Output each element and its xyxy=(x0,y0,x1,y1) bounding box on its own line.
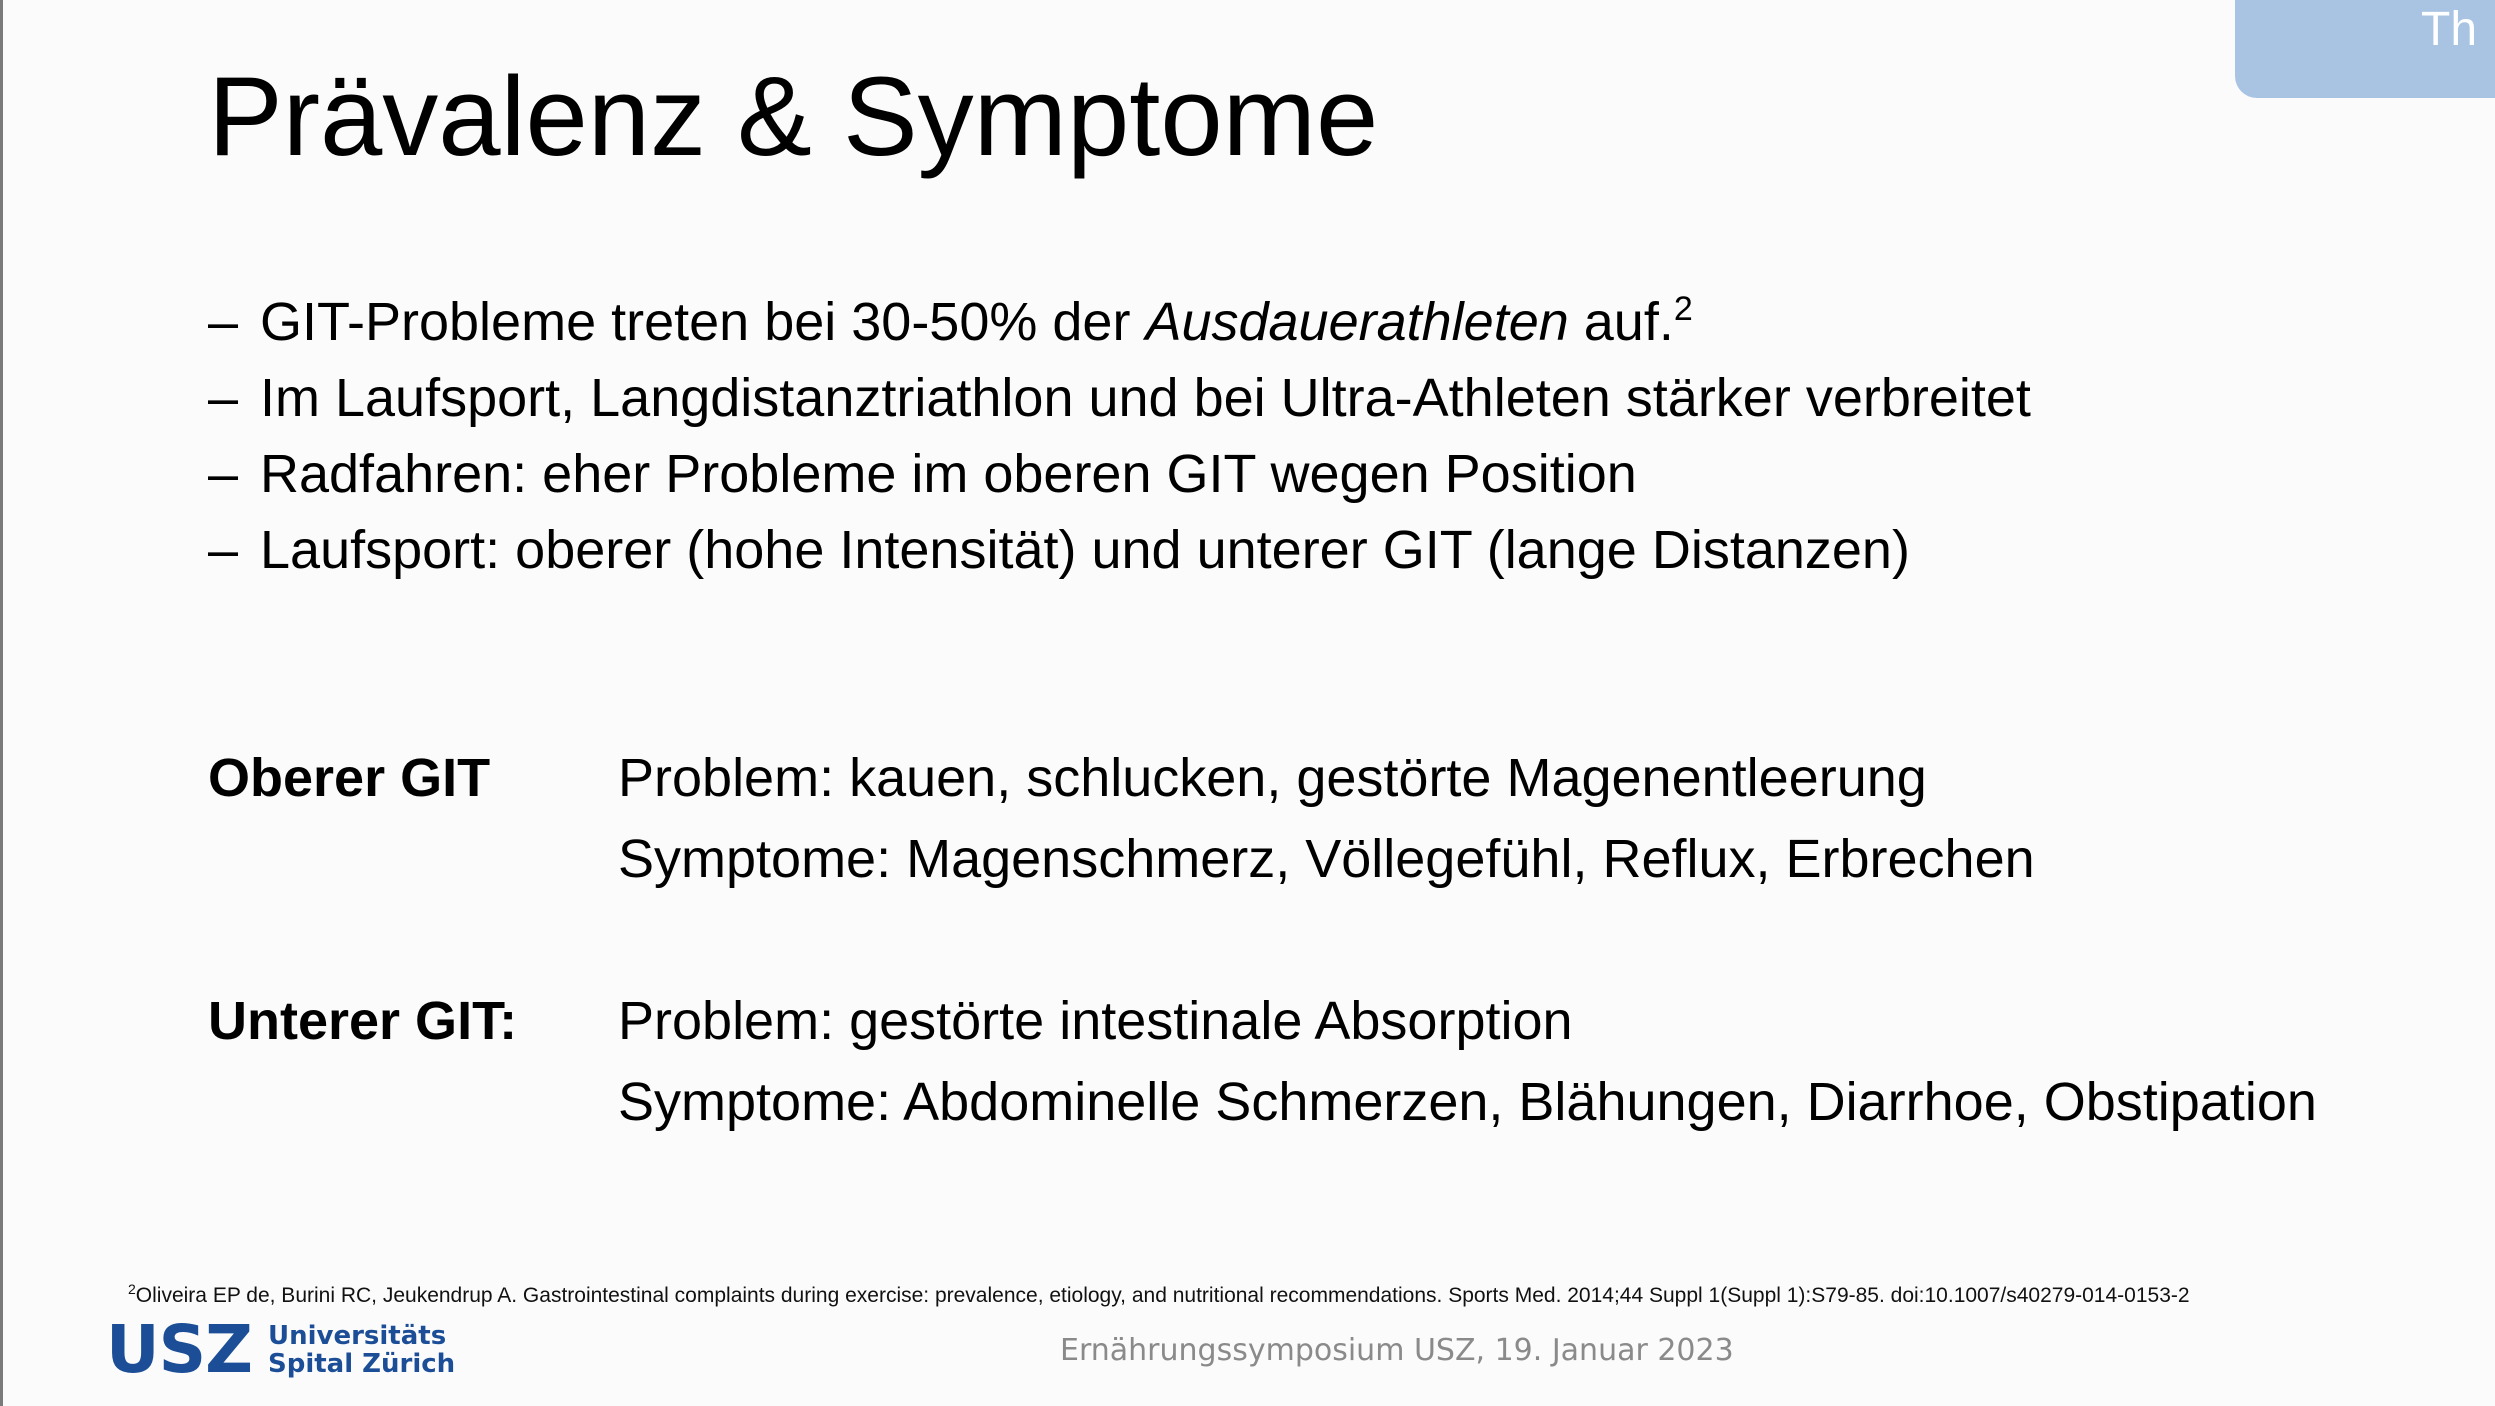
bullet-dash: – xyxy=(208,368,239,428)
logo-wordmark xyxy=(268,1322,455,1378)
left-edge-divider xyxy=(0,0,3,1406)
bullet-item xyxy=(208,512,2031,588)
bullet-list xyxy=(208,284,2031,588)
footnote-number: 2 xyxy=(128,1281,136,1297)
lower-git-problem: Problem: gestörte intestinale Absorption xyxy=(618,991,1573,1051)
bullet-text: GIT-Probleme treten bei 30-50% der xyxy=(260,292,1146,352)
bullet-dash: – xyxy=(208,520,239,580)
bullet-text: Laufsport: oberer (hohe Intensität) und unterer GIT (lange Distanzen) xyxy=(260,520,1910,580)
bullet-item xyxy=(208,284,2031,360)
bullet-item xyxy=(208,436,2031,512)
footer-event: Ernährungssymposium USZ, 19. Januar 2023 xyxy=(1060,1333,1734,1368)
bullet-text: Radfahren: eher Probleme im oberen GIT wegen Position xyxy=(260,444,1637,504)
upper-git-details xyxy=(618,738,2035,900)
reference-footnote xyxy=(128,1281,2190,1312)
bullet-dash: – xyxy=(208,444,239,504)
footnote-text: Oliveira EP de, Burini RC, Jeukendrup A. Gastrointestinal complaints during exercise: prevalence, etiology, and nutritional recommendations. Sports Med. 2014;44 Suppl 1(Suppl 1):S79-85. doi:10.1007/s40279-014-0153-2 xyxy=(135,1284,2190,1307)
bullet-emphasis: Ausdauerathleten xyxy=(1145,292,1569,352)
logo-line-1: Universitäts xyxy=(267,1321,447,1351)
upper-git-label: Oberer GIT xyxy=(208,748,491,808)
corner-tab[interactable] xyxy=(2235,0,2495,98)
bullet-text-end: auf. xyxy=(1568,292,1674,352)
usz-logo xyxy=(106,1311,456,1388)
upper-git-symptoms: Symptome: Magenschmerz, Völlegefühl, Reflux, Erbrechen xyxy=(618,829,2035,889)
corner-tab-label: Th xyxy=(2421,3,2478,56)
bullet-dash: – xyxy=(208,292,239,352)
slide-title: Prävalenz & Symptome xyxy=(208,54,1379,179)
logo-abbreviation: USZ xyxy=(106,1311,252,1388)
lower-git-symptoms: Symptome: Abdominelle Schmerzen, Blähungen, Diarrhoe, Obstipation xyxy=(618,1072,2317,1132)
logo-line-2: Spital Zürich xyxy=(267,1349,456,1379)
lower-git-details xyxy=(618,981,2317,1143)
lower-git-label: Unterer GIT: xyxy=(208,991,518,1051)
bullet-item xyxy=(208,360,2031,436)
upper-git-problem: Problem: kauen, schlucken, gestörte Magenentleerung xyxy=(618,748,1927,808)
bullet-text: Im Laufsport, Langdistanztriathlon und bei Ultra-Athleten stärker verbreitet xyxy=(260,368,2031,428)
footnote-ref: 2 xyxy=(1673,290,1693,328)
